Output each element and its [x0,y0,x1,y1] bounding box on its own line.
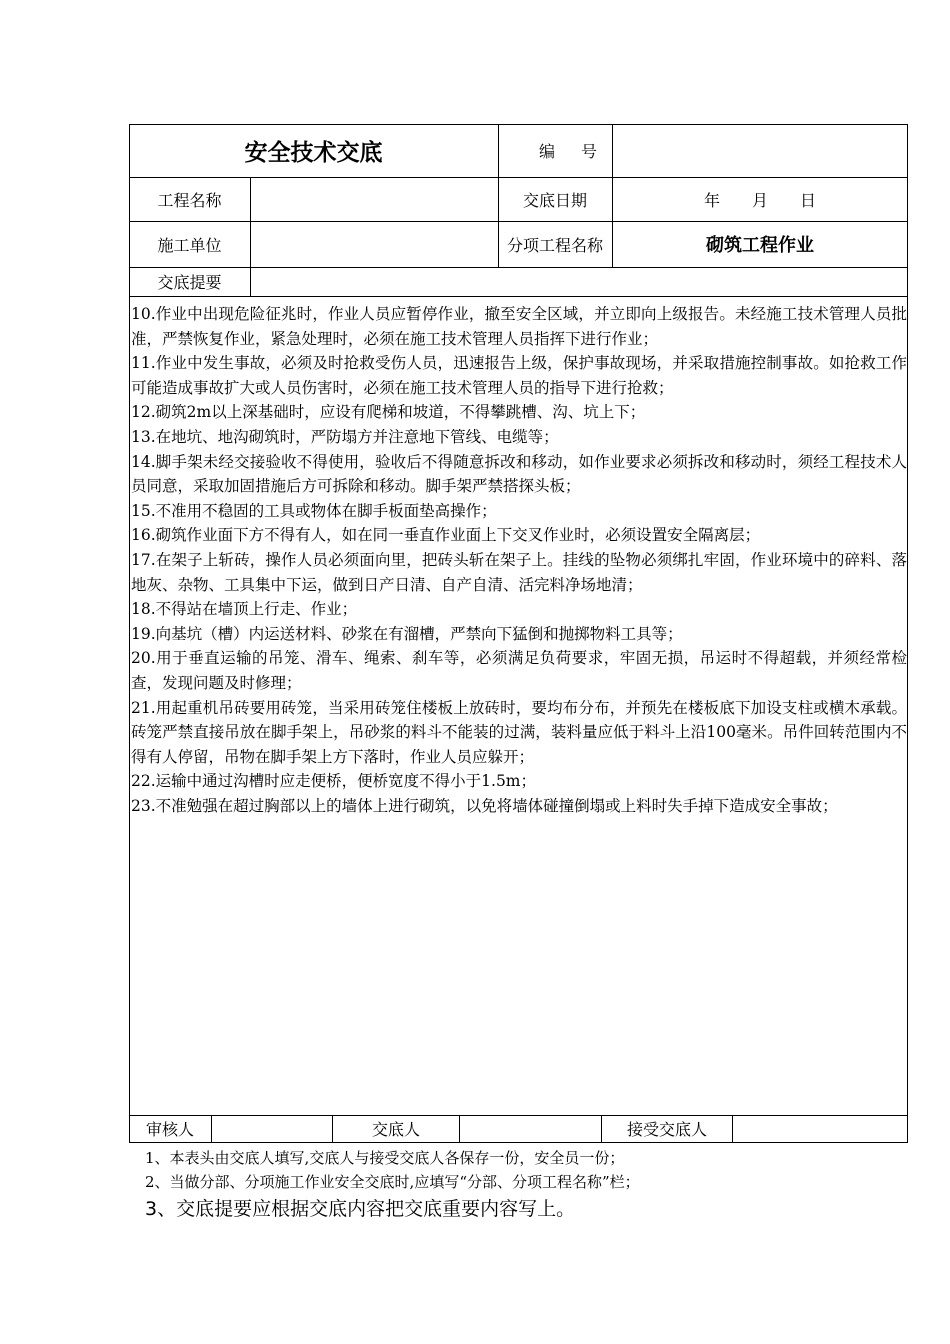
content-item: 16.砌筑作业面下方不得有人，如在同一垂直作业面上下交叉作业时，必须设置安全隔离层； [131,526,761,545]
reviewer-field[interactable] [212,1115,332,1142]
discloser-label: 交底人 [371,1120,420,1139]
content-item: 13.在地坑、地沟砌筑时，严防塌方并注意地下管线、电缆等； [131,427,559,446]
date-label: 交底日期 [522,190,587,210]
subproject-label: 分项工程名称 [506,235,603,255]
disclosure-content [131,302,907,818]
form-title: 安全技术交底 [244,140,383,166]
summary-field[interactable] [251,267,907,296]
content-item: 17.在架子上斩砖，操作人员必须面向里，把砖头斩在架子上。挂线的坠物必须绑扎牢固，作业环境中的碎料、落地灰、杂物、工具集中下运，做到日产日清、自产自清、活完料净场地清； [131,550,907,594]
footnote-1: 1、本表头由交底人填写,交底人与接受交底人各保存一份，安全员一份； [145,1149,625,1167]
date-year-label: 年 [703,190,720,210]
content-item: 22.运输中通过沟槽时应走便桥，便桥宽度不得小于1.5m； [131,772,536,791]
project-name-field[interactable] [251,177,498,221]
content-item: 19.向基坑（槽）内运送材料、砂浆在有溜槽，严禁向下猛倒和抛掷物料工具等； [131,624,683,643]
border-bottom [129,1142,908,1143]
project-name-label: 工程名称 [157,190,222,210]
footnote-3: 3、交底提要应根据交底内容把交底重要内容写上。 [145,1198,576,1220]
content-item: 14.脚手架未经交接验收不得使用，验收后不得随意拆改和移动，如作业要求必须拆改和移动时，须经工程技术人员同意，采取加固措施后方可拆除和移动。脚手架严禁搭探头板； [131,452,907,496]
receiver-label: 接受交底人 [626,1120,707,1139]
content-item: 20.用于垂直运输的吊笼、滑车、绳索、刹车等，必须满足负荷要求，牢固无损，吊运时不得超载，并须经常检查，发现问题及时修理； [131,649,907,692]
footnotes [145,1146,925,1224]
content-item: 23.不准勉强在超过胸部以上的墙体上进行砌筑，以免将墙体碰撞倒塌或上料时失手掉下造成安全事故； [131,796,838,815]
footnote-2: 2、当做分部、分项施工作业安全交底时,应填写“分部、分项工程名称”栏； [145,1173,640,1191]
content-item: 10.作业中出现危险征兆时，作业人员应暂停作业，撤至安全区域，并立即向上级报告。未经施工技术管理人员批准，严禁恢复作业，紧急处理时，必须在施工技术管理人员指挥下进行作业； [131,305,907,348]
date-day-label: 日 [800,190,817,210]
number-field[interactable] [613,124,907,177]
subproject-value: 砌筑工程作业 [706,235,814,256]
reviewer-label: 审核人 [145,1120,194,1139]
content-item: 15.不准用不稳固的工具或物体在脚手板面垫高操作； [131,501,497,520]
date-field[interactable] [613,177,907,221]
disclosure-form [129,124,908,1143]
content-item: 12.砌筑2m以上深基础时，应设有爬梯和坡道，不得攀跳槽、沟、坑上下； [131,403,646,422]
content-item: 11.作业中发生事故，必须及时抢救受伤人员，迅速报告上级，保护事故现场，并采取措施控制事故。如抢救工作可能造成事故扩大或人员伤害时，必须在施工技术管理人员的指导下进行抢救； [131,354,907,397]
discloser-field[interactable] [460,1115,601,1142]
content-item: 21.用起重机吊砖要用砖笼，当采用砖笼住楼板上放砖时，要均布分布，并预先在楼板底下加设支柱或横木承载。砖笼严禁直接吊放在脚手架上，吊砂浆的料斗不能装的过满，装料量应低于料斗上沿100毫米。吊件回转范围内不得有人停留，吊物在脚手架上方下落时，作业人员应躲开； [131,698,907,766]
summary-label: 交底提要 [157,273,222,292]
row-divider-4 [129,296,908,297]
content-item: 18.不得站在墙顶上行走、作业； [131,600,358,619]
date-month-label: 月 [751,190,768,210]
number-label: 编号 [538,142,623,161]
receiver-field[interactable] [733,1115,907,1142]
unit-field[interactable] [251,221,498,267]
unit-label: 施工单位 [157,235,222,255]
border-right [907,124,908,1143]
